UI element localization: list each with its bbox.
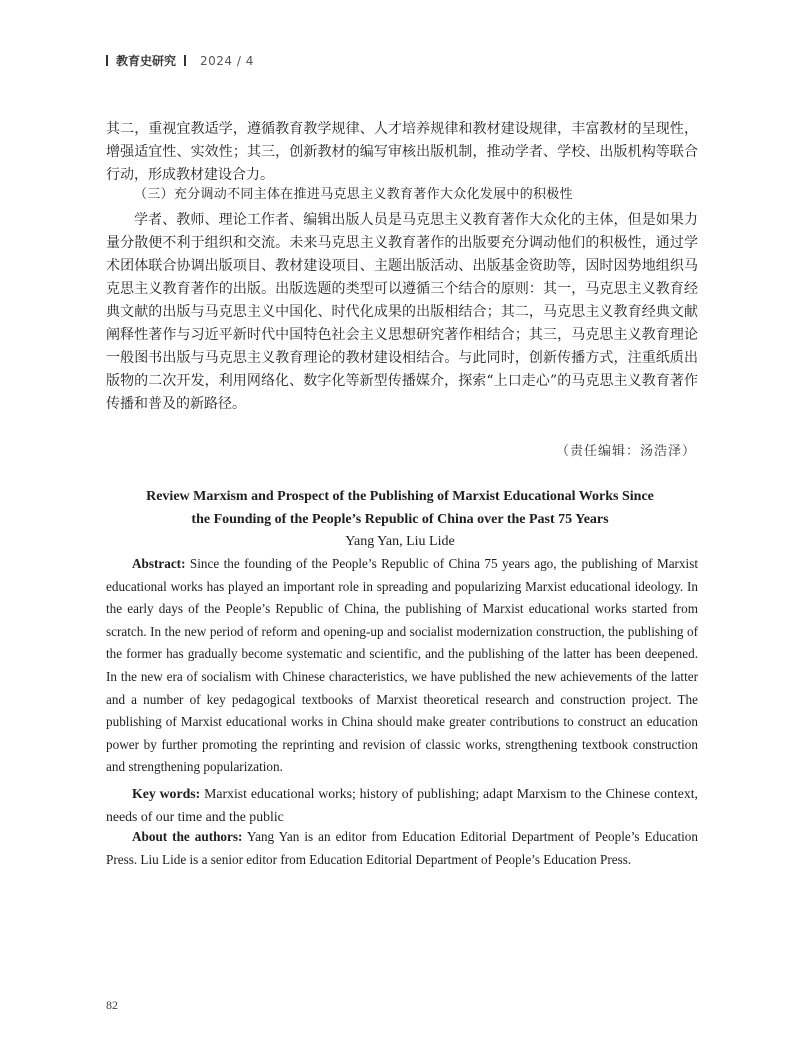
body-paragraph-1: 其二，重视宜教适学，遵循教育教学规律、人才培养规律和教材建设规律，丰富教材的呈现性，增强适宜性、实效性；其三，创新教材的编写审核出版机制，推动学者、学校、出版机构等联合行动，形成教材建设合力。: [106, 121, 698, 183]
keywords-label: Key words:: [132, 786, 201, 801]
keywords-text: Marxist educational works; history of publishing; adapt Marxism to the Chinese context, needs of our time and the public: [106, 786, 699, 824]
issue-number: 2024 / 4: [200, 53, 254, 68]
running-header: [106, 52, 254, 69]
journal-name: 教育史研究: [116, 54, 177, 68]
english-abstract: [106, 553, 698, 779]
about-authors-label: About the authors:: [132, 829, 243, 844]
header-left-bar: [106, 55, 108, 66]
about-authors-text: Yang Yan is an editor from Education Editorial Department of People’s Education Press. Liu Lide is a senior editor from Education Editorial Department of People’s Education Press.: [106, 829, 698, 867]
responsible-editor: （责任编辑：汤浩泽）: [555, 444, 696, 459]
english-title-line-1: Review Marxism and Prospect of the Publishing of Marxist Educational Works Since: [146, 489, 654, 504]
english-keywords: [106, 782, 698, 828]
english-title-line-2: the Founding of the People’s Republic of China over the Past 75 Years: [191, 512, 609, 527]
about-the-authors: [106, 826, 698, 871]
english-authors: Yang Yan, Liu Lide: [345, 534, 455, 549]
page-number: 82: [106, 998, 118, 1012]
section-subheading: （三）充分调动不同主体在推进马克思主义教育著作大众化发展中的积极性: [134, 187, 573, 202]
abstract-label: Abstract:: [132, 556, 186, 571]
body-paragraph-2: 学者、教师、理论工作者、编辑出版人员是马克思主义教育著作大众化的主体，但是如果力量分散便不利于组织和交流。未来马克思主义教育著作的出版要充分调动他们的积极性，通过学术团体联合协调出版项目、教材建设项目、主题出版活动、出版基金资助等，因时因势地组织马克思主义教育著作的出版。出版选题的类型可以遵循三个结合的原则：其一，马克思主义教育经典文献的出版与马克思主义中国化、时代化成果的出版相结合；其二，马克思主义教育经典文献阐释性著作与习近平新时代中国特色社会主义思想研究著作相结合；其三，马克思主义教育理论一般图书出版与马克思主义教育理论的教材建设相结合。与此同时，创新传播方式，注重纸质出版物的二次开发，利用网络化、数字化等新型传播媒介，探索“上口走心”的马克思主义教育著作传播和普及的新路径。: [106, 212, 698, 412]
header-right-bar: [184, 55, 186, 66]
abstract-text: Since the founding of the People’s Republic of China 75 years ago, the publishing of Marxist educational works has played an important role in spreading and popularizing Marxist educational ideology. In the early days of the People’s Republic of China, the publishing of Marxist educational works started from scratch. In the new period of reform and opening-up and socialist modernization construction, the publishing of the former has gradually become systematic and scientific, and the publishing of the latter has been deepened. In the new era of socialism with Chinese characteristics, we have published the new achievements of the latter and a number of key pedagogical textbooks of Marxist theoretical research and construction project. The publishing of Marxist educational works in China should make greater contributions to construct an education power by further promoting the reprinting and revision of classic works, strengthening textbook construction and strengthening popularization.: [106, 556, 698, 775]
